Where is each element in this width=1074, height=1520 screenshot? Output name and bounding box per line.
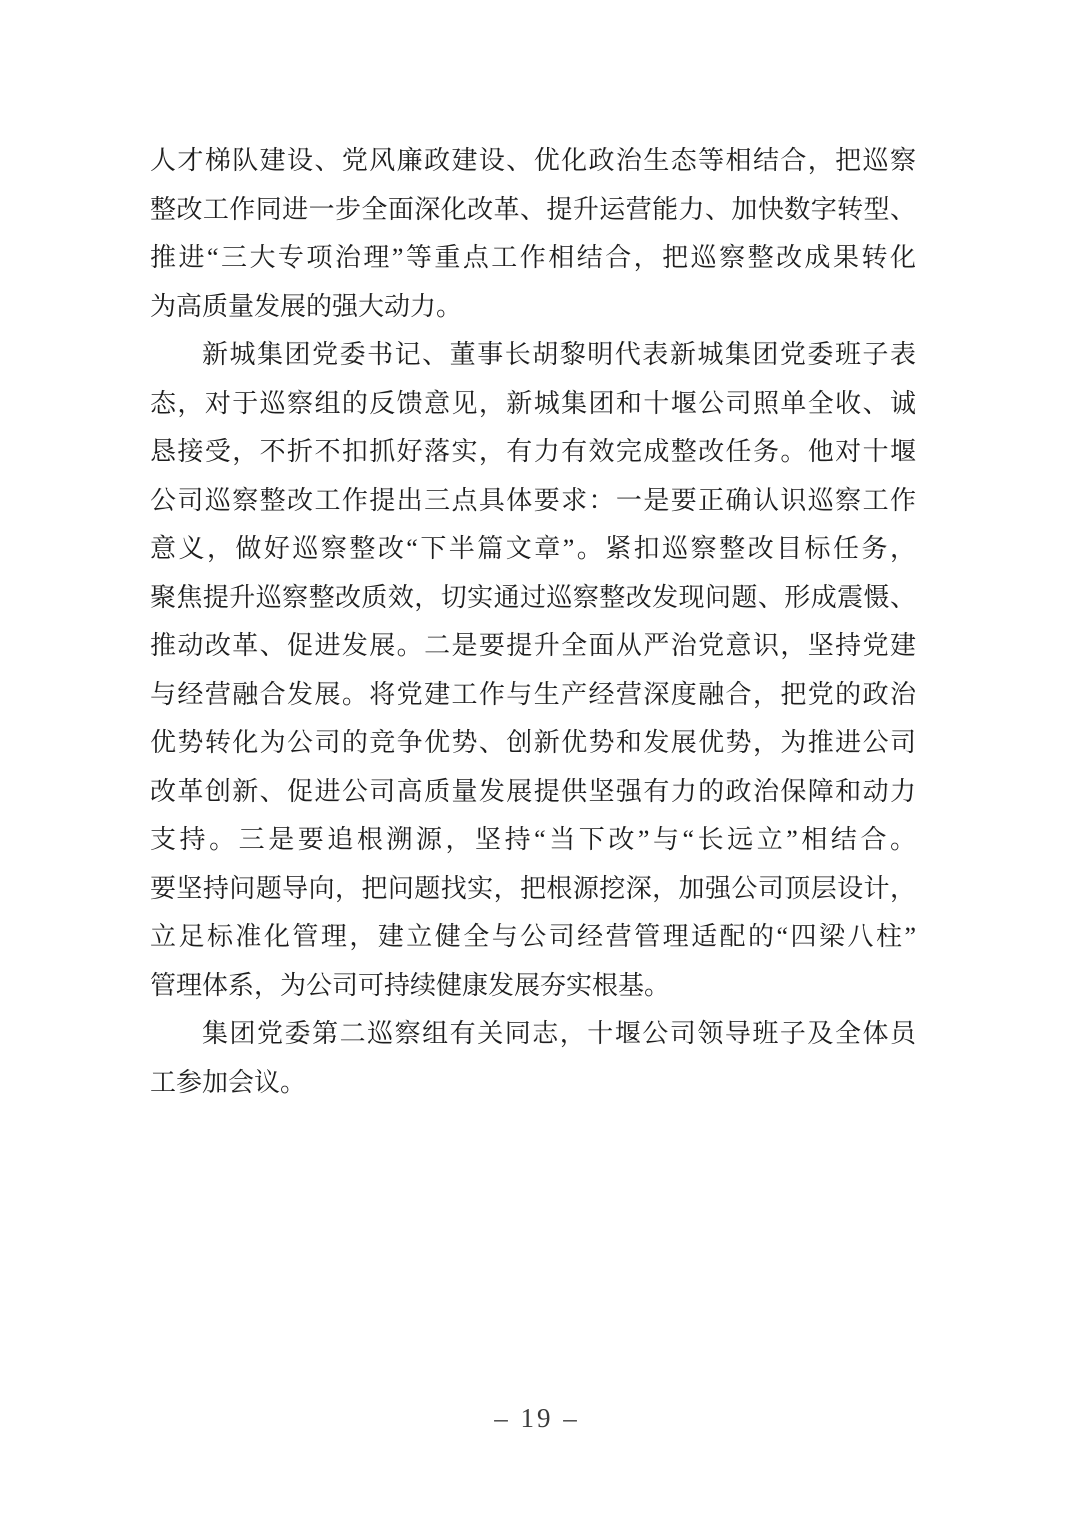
- text-line: 公司巡察整改工作提出三点具体要求：一是要正确认识巡察工作: [150, 485, 916, 515]
- text-line: 恳接受，不折不扣抓好落实，有力有效完成整改任务。他对十堰: [150, 437, 916, 466]
- body-paragraph: [150, 137, 916, 331]
- text-line: 人才梯队建设、党风廉政建设、优化政治生态等相结合，把巡察: [150, 146, 916, 175]
- text-line: 优势转化为公司的竞争优势、创新优势和发展优势，为推进公司: [150, 728, 916, 757]
- text-line: 要坚持问题导向，把问题找实，把根源挖深，加强公司顶层设计，: [150, 873, 916, 903]
- text-block: [150, 137, 916, 1107]
- page-number: – 19 –: [494, 1403, 580, 1433]
- text-line: 立足标准化管理，建立健全与公司经营管理适配的“四梁八柱”: [150, 922, 916, 951]
- text-line: 管理体系，为公司可持续健康发展夯实根基。: [150, 970, 671, 1000]
- text-line: 集团党委第二巡察组有关同志，十堰公司领导班子及全体员: [202, 1019, 916, 1048]
- text-line: 为高质量发展的强大动力。: [150, 291, 463, 321]
- text-line: 与经营融合发展。将党建工作与生产经营深度融合，把党的政治: [150, 679, 916, 709]
- text-line: 推进“三大专项治理”等重点工作相结合，把巡察整改成果转化: [150, 243, 916, 272]
- text-line: 支持。三是要追根溯源，坚持“当下改”与“长远立”相结合。: [150, 825, 916, 854]
- text-line: 推动改革、促进发展。二是要提升全面从严治党意识，坚持党建: [150, 631, 916, 660]
- text-line: 整改工作同进一步全面深化改革、提升运营能力、加快数字转型、: [150, 194, 916, 224]
- body-paragraph: [150, 331, 916, 1010]
- text-line: 聚焦提升巡察整改质效，切实通过巡察整改发现问题、形成震慑、: [150, 582, 916, 612]
- text-line: 态，对于巡察组的反馈意见，新城集团和十堰公司照单全收、诚: [150, 388, 916, 418]
- text-line: 意义，做好巡察整改“下半篇文章”。紧扣巡察整改目标任务，: [150, 534, 916, 563]
- body-paragraph: [150, 1010, 916, 1107]
- text-line: 工参加会议。: [150, 1067, 307, 1097]
- text-line: 新城集团党委书记、董事长胡黎明代表新城集团党委班子表: [202, 340, 916, 369]
- text-line: 改革创新、促进公司高质量发展提供坚强有力的政治保障和动力: [150, 776, 916, 806]
